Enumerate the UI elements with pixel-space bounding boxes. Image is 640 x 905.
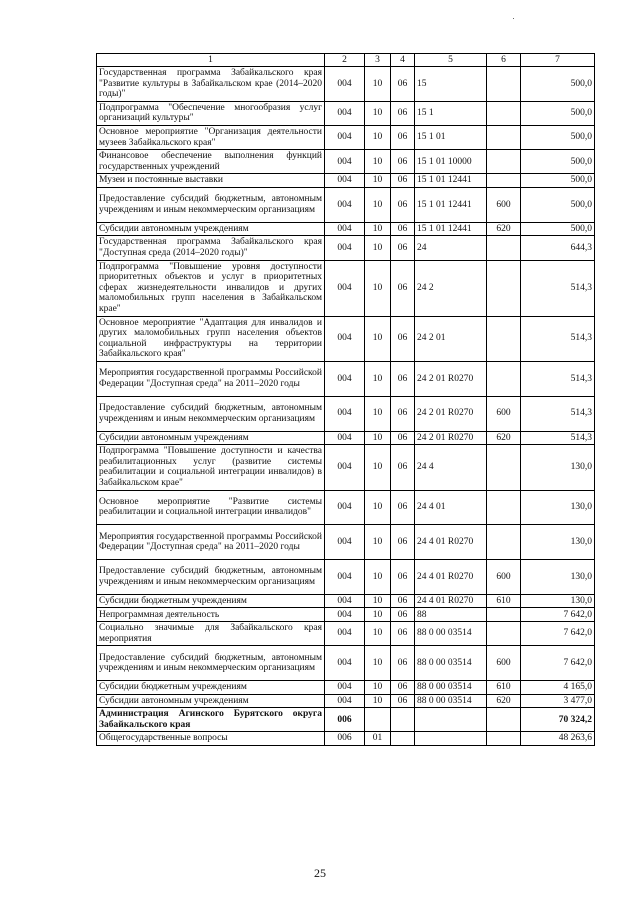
row-section: 10 <box>365 525 391 560</box>
row-ved: 004 <box>325 694 365 708</box>
row-section: 10 <box>365 694 391 708</box>
row-name: Предоставление субсидий бюджетным, автономным учреждениям и иным некоммерческим организациям <box>97 187 325 222</box>
row-section: 10 <box>365 260 391 316</box>
row-ved: 004 <box>325 316 365 361</box>
row-expense-type: 600 <box>487 646 521 681</box>
row-section: 10 <box>365 316 391 361</box>
row-ved: 006 <box>325 732 365 746</box>
row-subsection: 06 <box>391 174 415 188</box>
table-row <box>97 560 595 595</box>
row-expense-type <box>487 174 521 188</box>
row-target-code: 24 4 01 <box>415 490 487 525</box>
table-row <box>97 260 595 316</box>
table-row <box>97 174 595 188</box>
row-target-code: 88 0 00 03514 <box>415 694 487 708</box>
row-name: Администрация Агинского Бурятского округа Забайкальского края <box>97 708 325 732</box>
row-expense-type <box>487 236 521 260</box>
row-amount: 130,0 <box>521 525 595 560</box>
row-expense-type: 620 <box>487 694 521 708</box>
row-target-code: 24 2 01 R0270 <box>415 396 487 431</box>
row-ved: 004 <box>325 67 365 102</box>
row-ved: 004 <box>325 681 365 695</box>
row-expense-type: 600 <box>487 187 521 222</box>
table-row <box>97 150 595 174</box>
row-subsection: 06 <box>391 681 415 695</box>
row-section: 10 <box>365 150 391 174</box>
row-name: Мероприятия государственной программы Российской Федерации "Доступная среда" на 2011–2020 годы <box>97 525 325 560</box>
row-expense-type <box>487 622 521 646</box>
row-name: Основное мероприятие "Адаптация для инвалидов и других маломобильных групп населения объектов социальной инфраструктуры на территории Забайкальского края" <box>97 316 325 361</box>
row-target-code: 24 4 01 R0270 <box>415 525 487 560</box>
budget-table <box>96 53 595 746</box>
row-ved: 004 <box>325 150 365 174</box>
row-target-code: 24 2 01 <box>415 316 487 361</box>
row-target-code: 15 1 <box>415 101 487 125</box>
row-subsection: 06 <box>391 608 415 622</box>
header-col-7: 7 <box>521 54 595 67</box>
table-row <box>97 316 595 361</box>
row-ved: 004 <box>325 236 365 260</box>
row-name: Предоставление субсидий бюджетным, автономным учреждениям и иным некоммерческим организациям <box>97 560 325 595</box>
table-body <box>97 67 595 746</box>
row-name: Предоставление субсидий бюджетным, автономным учреждениям и иным некоммерческим организациям <box>97 396 325 431</box>
row-ved: 004 <box>325 445 365 490</box>
row-amount: 500,0 <box>521 187 595 222</box>
row-section: 10 <box>365 101 391 125</box>
row-amount: 514,3 <box>521 316 595 361</box>
header-col-5: 5 <box>415 54 487 67</box>
row-ved: 004 <box>325 646 365 681</box>
row-name: Общегосударственные вопросы <box>97 732 325 746</box>
row-target-code: 15 1 01 12441 <box>415 222 487 236</box>
row-amount: 500,0 <box>521 222 595 236</box>
table-row <box>97 594 595 608</box>
row-name: Мероприятия государственной программы Российской Федерации "Доступная среда" на 2011–2020 годы <box>97 361 325 396</box>
scan-dot <box>513 18 514 19</box>
header-col-2: 2 <box>325 54 365 67</box>
row-target-code <box>415 708 487 732</box>
table-row <box>97 694 595 708</box>
row-subsection: 06 <box>391 222 415 236</box>
row-amount: 130,0 <box>521 445 595 490</box>
row-target-code: 24 2 01 R0270 <box>415 431 487 445</box>
row-target-code: 88 0 00 03514 <box>415 681 487 695</box>
row-section: 10 <box>365 361 391 396</box>
row-expense-type <box>487 708 521 732</box>
row-expense-type <box>487 67 521 102</box>
header-col-4: 4 <box>391 54 415 67</box>
table-row <box>97 445 595 490</box>
row-amount: 70 324,2 <box>521 708 595 732</box>
row-section: 10 <box>365 67 391 102</box>
row-ved: 006 <box>325 708 365 732</box>
row-name: Государственная программа Забайкальского края "Развитие культуры в Забайкальском крае (2014–2020 годы)" <box>97 67 325 102</box>
row-amount: 3 477,0 <box>521 694 595 708</box>
row-section: 10 <box>365 236 391 260</box>
row-amount: 7 642,0 <box>521 646 595 681</box>
row-amount: 130,0 <box>521 490 595 525</box>
table-row <box>97 67 595 102</box>
row-subsection: 06 <box>391 125 415 149</box>
row-expense-type <box>487 732 521 746</box>
row-name: Предоставление субсидий бюджетным, автономным учреждениям и иным некоммерческим организациям <box>97 646 325 681</box>
row-ved: 004 <box>325 490 365 525</box>
row-amount: 514,3 <box>521 431 595 445</box>
row-ved: 004 <box>325 260 365 316</box>
row-amount: 514,3 <box>521 396 595 431</box>
row-amount: 48 263,6 <box>521 732 595 746</box>
row-section: 10 <box>365 594 391 608</box>
table-row <box>97 622 595 646</box>
row-expense-type <box>487 525 521 560</box>
row-target-code: 15 1 01 12441 <box>415 174 487 188</box>
row-target-code: 15 <box>415 67 487 102</box>
row-name: Подпрограмма "Обеспечение многообразия услуг организаций культуры" <box>97 101 325 125</box>
row-target-code: 15 1 01 <box>415 125 487 149</box>
row-name: Подпрограмма "Повышение уровня доступности приоритетных объектов и услуг в приоритетных сферах жизнедеятельности инвалидов и других маломобильных групп населения в Забайкальском крае" <box>97 260 325 316</box>
row-section: 10 <box>365 608 391 622</box>
row-expense-type: 600 <box>487 560 521 595</box>
row-expense-type <box>487 445 521 490</box>
row-target-code: 24 2 01 R0270 <box>415 361 487 396</box>
row-name: Основное мероприятие "Организация деятельности музеев Забайкальского края" <box>97 125 325 149</box>
row-name: Субсидии бюджетным учреждениям <box>97 681 325 695</box>
row-amount: 130,0 <box>521 594 595 608</box>
table-row <box>97 646 595 681</box>
table-row <box>97 708 595 732</box>
row-section: 10 <box>365 125 391 149</box>
row-name: Субсидии бюджетным учреждениям <box>97 594 325 608</box>
row-subsection: 06 <box>391 560 415 595</box>
row-section: 10 <box>365 622 391 646</box>
row-subsection: 06 <box>391 594 415 608</box>
row-section: 10 <box>365 560 391 595</box>
row-expense-type: 600 <box>487 396 521 431</box>
row-section: 10 <box>365 681 391 695</box>
row-subsection: 06 <box>391 150 415 174</box>
row-target-code: 24 <box>415 236 487 260</box>
row-ved: 004 <box>325 187 365 222</box>
row-expense-type: 620 <box>487 222 521 236</box>
row-subsection <box>391 732 415 746</box>
row-ved: 004 <box>325 125 365 149</box>
row-subsection: 06 <box>391 67 415 102</box>
row-target-code: 24 4 <box>415 445 487 490</box>
row-amount: 644,3 <box>521 236 595 260</box>
row-expense-type <box>487 316 521 361</box>
row-amount: 514,3 <box>521 361 595 396</box>
row-amount: 7 642,0 <box>521 608 595 622</box>
row-ved: 004 <box>325 174 365 188</box>
row-expense-type <box>487 101 521 125</box>
row-subsection: 06 <box>391 101 415 125</box>
row-ved: 004 <box>325 396 365 431</box>
row-ved: 004 <box>325 608 365 622</box>
row-subsection: 06 <box>391 525 415 560</box>
table-row <box>97 236 595 260</box>
row-expense-type <box>487 150 521 174</box>
row-amount: 500,0 <box>521 150 595 174</box>
row-name: Субсидии автономным учреждениям <box>97 222 325 236</box>
header-col-3: 3 <box>365 54 391 67</box>
row-amount: 500,0 <box>521 101 595 125</box>
table-row <box>97 431 595 445</box>
row-expense-type <box>487 125 521 149</box>
row-subsection: 06 <box>391 490 415 525</box>
row-name: Социально значимые для Забайкальского края мероприятия <box>97 622 325 646</box>
row-section: 10 <box>365 445 391 490</box>
row-amount: 500,0 <box>521 125 595 149</box>
row-expense-type: 620 <box>487 431 521 445</box>
row-section: 10 <box>365 396 391 431</box>
row-name: Субсидии автономным учреждениям <box>97 694 325 708</box>
row-amount: 130,0 <box>521 560 595 595</box>
row-ved: 004 <box>325 361 365 396</box>
row-subsection: 06 <box>391 622 415 646</box>
row-ved: 004 <box>325 560 365 595</box>
header-col-6: 6 <box>487 54 521 67</box>
row-amount: 4 165,0 <box>521 681 595 695</box>
row-expense-type: 610 <box>487 594 521 608</box>
row-target-code: 24 4 01 R0270 <box>415 560 487 595</box>
row-section: 10 <box>365 187 391 222</box>
row-subsection: 06 <box>391 236 415 260</box>
row-amount: 7 642,0 <box>521 622 595 646</box>
header-row <box>97 54 595 67</box>
row-ved: 004 <box>325 431 365 445</box>
table-row <box>97 490 595 525</box>
row-subsection: 06 <box>391 361 415 396</box>
row-section: 01 <box>365 732 391 746</box>
table-row <box>97 525 595 560</box>
row-subsection: 06 <box>391 445 415 490</box>
table-row <box>97 125 595 149</box>
row-expense-type: 610 <box>487 681 521 695</box>
row-section: 10 <box>365 222 391 236</box>
row-subsection: 06 <box>391 187 415 222</box>
row-subsection: 06 <box>391 396 415 431</box>
row-target-code: 24 2 <box>415 260 487 316</box>
row-subsection: 06 <box>391 646 415 681</box>
row-target-code: 88 <box>415 608 487 622</box>
row-expense-type <box>487 490 521 525</box>
row-name: Субсидии автономным учреждениям <box>97 431 325 445</box>
row-subsection: 06 <box>391 260 415 316</box>
row-amount: 500,0 <box>521 67 595 102</box>
row-subsection: 06 <box>391 431 415 445</box>
header-col-1: 1 <box>97 54 325 67</box>
row-ved: 004 <box>325 622 365 646</box>
row-ved: 004 <box>325 594 365 608</box>
row-amount: 514,3 <box>521 260 595 316</box>
row-name: Основное мероприятие "Развитие системы реабилитации и социальной интеграции инвалидов" <box>97 490 325 525</box>
table-row <box>97 222 595 236</box>
table-row <box>97 361 595 396</box>
row-subsection: 06 <box>391 694 415 708</box>
row-name: Подпрограмма "Повышение доступности и качества реабилитационных услуг (развитие системы реабилитации и социальной интеграции инвалидов) в Забайкальском крае" <box>97 445 325 490</box>
row-name: Непрограммная деятельность <box>97 608 325 622</box>
row-target-code: 24 4 01 R0270 <box>415 594 487 608</box>
row-ved: 004 <box>325 222 365 236</box>
row-subsection <box>391 708 415 732</box>
row-ved: 004 <box>325 525 365 560</box>
row-section: 10 <box>365 431 391 445</box>
table-row <box>97 608 595 622</box>
row-target-code: 15 1 01 12441 <box>415 187 487 222</box>
table-row <box>97 101 595 125</box>
table-row <box>97 732 595 746</box>
row-amount: 500,0 <box>521 174 595 188</box>
row-ved: 004 <box>325 101 365 125</box>
row-target-code <box>415 732 487 746</box>
page-number: 25 <box>314 866 326 880</box>
row-section <box>365 708 391 732</box>
row-expense-type <box>487 260 521 316</box>
table-row <box>97 681 595 695</box>
row-subsection: 06 <box>391 316 415 361</box>
table-row <box>97 187 595 222</box>
row-target-code: 88 0 00 03514 <box>415 622 487 646</box>
row-expense-type <box>487 608 521 622</box>
row-section: 10 <box>365 490 391 525</box>
row-name: Финансовое обеспечение выполнения функций государственных учреждений <box>97 150 325 174</box>
row-expense-type <box>487 361 521 396</box>
row-target-code: 15 1 01 10000 <box>415 150 487 174</box>
row-target-code: 88 0 00 03514 <box>415 646 487 681</box>
row-name: Государственная программа Забайкальского края "Доступная среда (2014–2020 годы)" <box>97 236 325 260</box>
row-name: Музеи и постоянные выставки <box>97 174 325 188</box>
table-row <box>97 396 595 431</box>
row-section: 10 <box>365 174 391 188</box>
row-section: 10 <box>365 646 391 681</box>
